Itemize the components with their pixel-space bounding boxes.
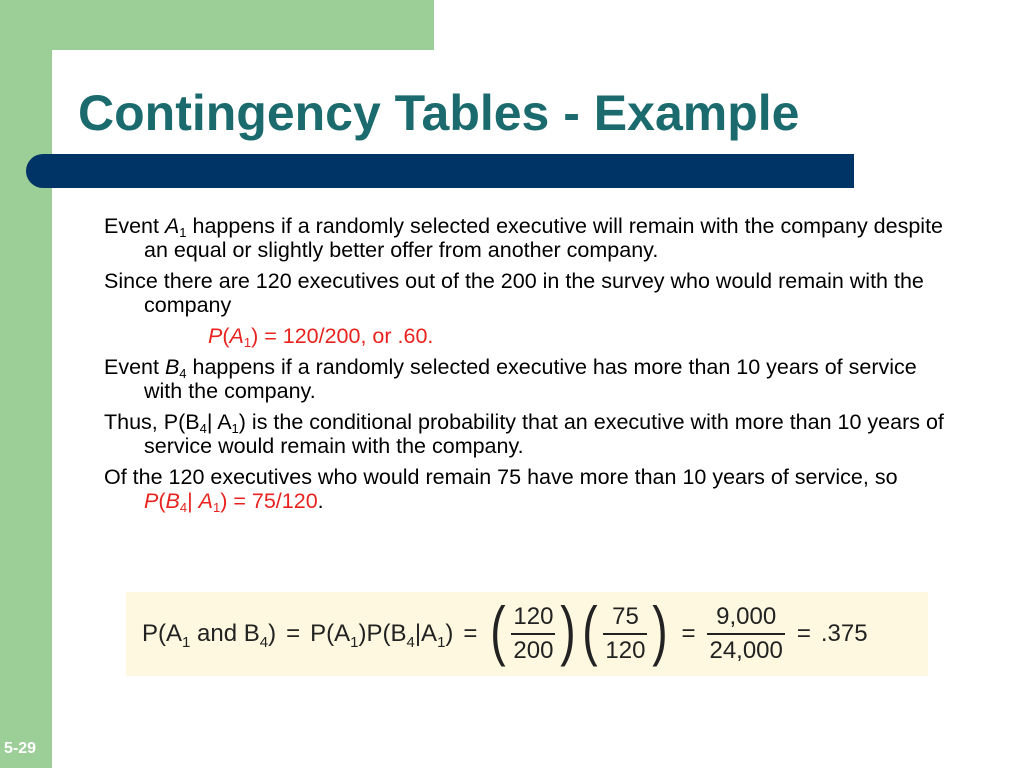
left-paren: (: [490, 593, 507, 667]
right-paren: ): [652, 593, 669, 667]
formula-lhs: $P(A_1$ and $B_4$): [142, 620, 277, 651]
equals-sign: =: [286, 620, 301, 647]
paragraph-conditional: Thus, $P(B_4|$ $A_1$) is the conditional probability that an executive with more than 10 years of service would remain with the company.: [104, 410, 944, 458]
probability-a1-line: $P(A_1) = 120/200$, or .60.: [208, 324, 434, 350]
equals-sign: =: [796, 620, 811, 647]
equals-sign: =: [681, 620, 696, 647]
slide-body: [104, 214, 944, 520]
left-green-border: [0, 0, 52, 768]
top-green-border: [0, 0, 434, 50]
fraction-9000-24000: $\frac{9,000}{24,000}$: [709, 603, 783, 664]
right-paren: ): [560, 593, 577, 667]
fraction-75-120: $\frac{75}{120}$: [605, 603, 646, 664]
left-paren: (: [582, 593, 599, 667]
formula-result: .375: [820, 620, 868, 647]
formula-product: $P(A_1)P(B_4|A_1)$: [310, 620, 454, 651]
paragraph-since-120: Since there are 120 executives out of the 200 in the survey who would remain with the company: [104, 269, 924, 317]
fraction-120-200: $\frac{120}{200}$: [513, 603, 554, 664]
paragraph-event-a1: Event $A_1$ happens if a randomly selected executive will remain with the company despite an equal or slightly better offer from another company.: [104, 214, 944, 262]
formula-box: [126, 592, 928, 676]
paragraph-of-the-120: Of the 120 executives who would remain 75 have more than 10 years of service, so $P(B_4|$ $A_1) = 75/120$.: [104, 465, 898, 515]
conditional-probability-highlight: $P(B_4|$ $A_1) = 75/120$: [144, 489, 318, 515]
slide-title: Contingency Tables - Example: [78, 85, 800, 141]
title-underline-bar: [26, 154, 854, 188]
equals-sign: =: [463, 620, 478, 647]
paragraph-event-b4: Event $B_4$ happens if a randomly selected executive has more than 10 years of service with the company.: [104, 355, 917, 403]
slide-number: 5-29: [4, 740, 37, 757]
